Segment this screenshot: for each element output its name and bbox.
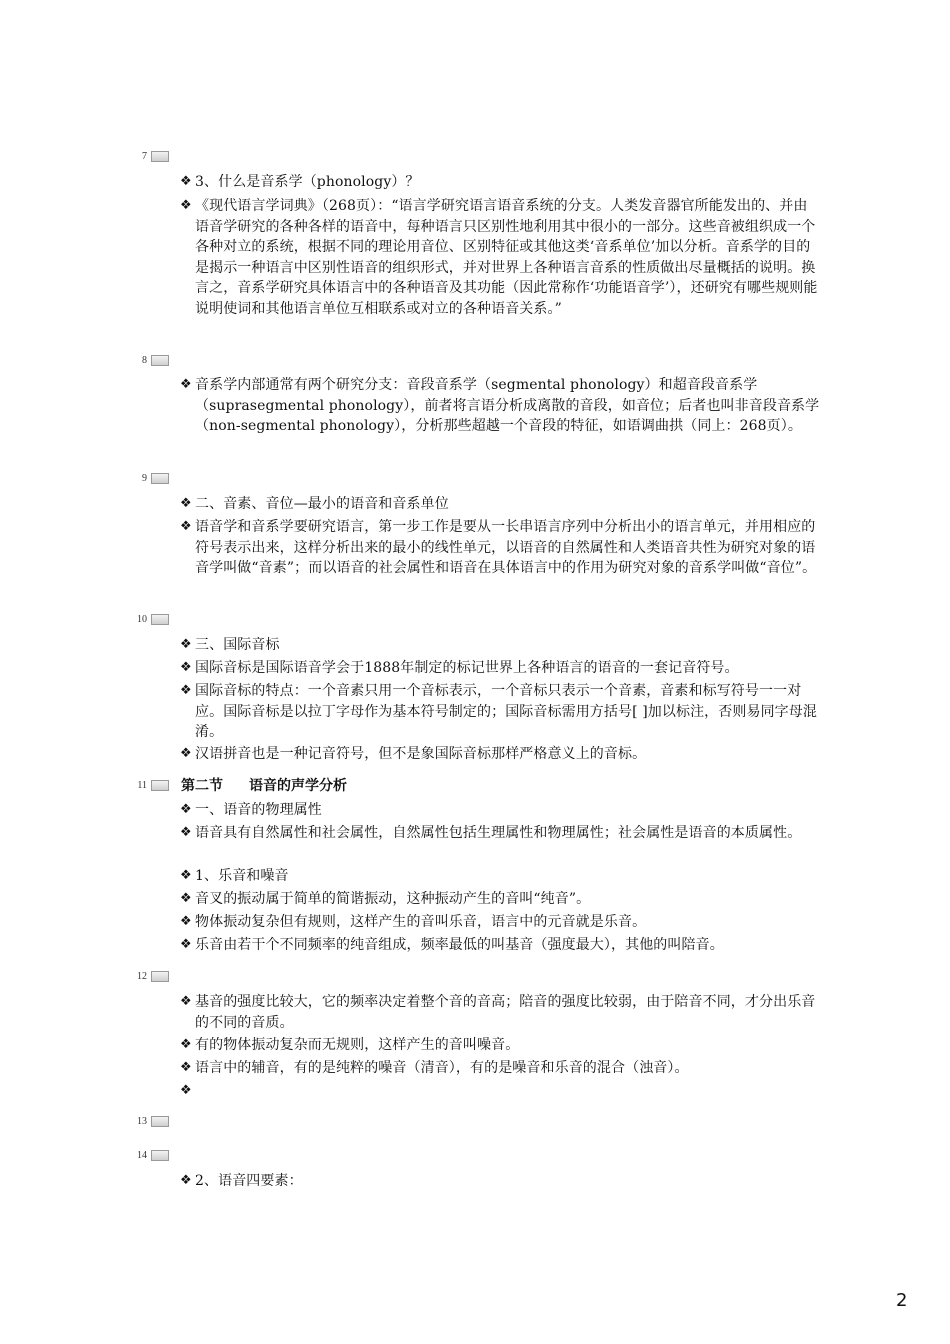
slide-thumbnail-icon[interactable] — [151, 971, 169, 982]
slide-thumbnail-icon[interactable] — [151, 1116, 169, 1127]
slide-number: 9 — [142, 473, 147, 484]
list-item: ❖ 乐音由若干个不同频率的纯音组成，频率最低的叫基音（强度最大），其他的叫陪音。 — [180, 937, 724, 953]
list-item: ❖ 3、什么是音系学（phonology）？ — [180, 174, 420, 190]
list-item: ❖ 基音的强度比较大，它的频率决定着整个音的音高；陪音的强度比较弱，由于陪音不同，才分出乐音的不同的音质。 — [180, 994, 816, 1031]
section-heading: 第二节 语音的声学分析 — [181, 778, 347, 794]
slide-marker-12[interactable] — [132, 970, 172, 986]
slide-number: 11 — [137, 780, 147, 791]
list-item: ❖ 语音具有自然属性和社会属性，自然属性包括生理属性和物理属性；社会属性是语音的本质属性。 — [180, 825, 802, 841]
list-item: ❖ 语音学和音系学要研究语言，第一步工作是要从一长串语言序列中分析出小的语言单元，并用相应的符号表示出来，这样分析出来的最小的线性单元，以语音的自然属性和人类语音共性为研究对象的语音学叫做“音素”；而以语音的社会属性和语音在具体语言中的作用为研究对象的音系学叫做“音位”。 — [180, 519, 817, 576]
list-item: ❖ 汉语拼音也是一种记音符号，但不是象国际音标那样严格意义上的音标。 — [180, 746, 647, 762]
slide-marker-11[interactable] — [132, 779, 172, 795]
slide-thumbnail-icon[interactable] — [151, 473, 169, 484]
list-item: ❖ 二、音素、音位—最小的语音和音系单位 — [180, 496, 449, 512]
list-item: ❖ 2、语音四要素： — [180, 1173, 303, 1189]
list-item: ❖ 国际音标的特点：一个音素只用一个音标表示，一个音标只表示一个音素，音素和标写符号一一对应。国际音标是以拉丁字母作为基本符号制定的；国际音标需用方括号[ ]加以标注，否则易同字母混淆。 — [180, 683, 817, 740]
slide-thumbnail-icon[interactable] — [151, 780, 169, 791]
slide-thumbnail-icon[interactable] — [151, 614, 169, 625]
slide-number: 14 — [137, 1150, 147, 1161]
list-item: ❖ 物体振动复杂但有规则，这样产生的音叫乐音，语言中的元音就是乐音。 — [180, 914, 647, 930]
slide-marker-7[interactable] — [132, 150, 172, 166]
slide-thumbnail-icon[interactable] — [151, 1150, 169, 1161]
list-item: ❖ 一、语音的物理属性 — [180, 802, 322, 818]
list-item: ❖ 音叉的振动属于简单的简谐振动，这种振动产生的音叫“纯音”。 — [180, 891, 591, 907]
slide-number: 13 — [137, 1116, 147, 1127]
page-number: 2 — [896, 1290, 908, 1311]
slide-marker-10[interactable] — [132, 613, 172, 629]
list-item: ❖ 1、乐音和噪音 — [180, 868, 289, 884]
slide-number: 7 — [142, 151, 147, 162]
slide-number: 12 — [137, 971, 147, 982]
list-item: ❖ 音系学内部通常有两个研究分支：音段音系学（segmental phonology）和超音段音系学（suprasegmental phonology），前者将言语分析成离散的音段，如音位；后者也叫非音段音系学（non-segmental phonology），分析那些超越一个音段的特征，如语调曲拱（同上：268页）。 — [180, 377, 820, 434]
slide-marker-9[interactable] — [132, 472, 172, 488]
slide-marker-13[interactable] — [132, 1115, 172, 1131]
slide-thumbnail-icon[interactable] — [151, 355, 169, 366]
list-item: ❖ 《现代语言学词典》（268页）：“语言学研究语言语音系统的分支。人类发音器官所能发出的、并由语音学研究的各种各样的语音中，每种语言只区别性地利用其中很小的一部分。这些音被组织成一个各种对立的系统，根据不同的理论用音位、区别特征或其他这类‘音系单位’加以分析。音系学的目的是揭示一种语言中区别性语音的组织形式，并对世界上各种语言音系的性质做出尽量概括的说明。换言之，音系学研究具体语言中的各种语音及其功能（因此常称作‘功能语音学’），还研究有哪些规则能说明使词和其他语言单位互相联系或对立的各种语音关系。” — [180, 198, 818, 317]
slide-number: 8 — [142, 355, 147, 366]
slide-marker-14[interactable] — [132, 1149, 172, 1165]
list-item: ❖ 语言中的辅音，有的是纯粹的噪音（清音），有的是噪音和乐音的混合（浊音）。 — [180, 1060, 689, 1076]
slide-number: 10 — [137, 614, 147, 625]
slide-marker-8[interactable] — [132, 354, 172, 370]
list-item: ❖ 三、国际音标 — [180, 637, 280, 653]
list-item: ❖ 有的物体振动复杂而无规则，这样产生的音叫噪音。 — [180, 1037, 520, 1053]
slide-thumbnail-icon[interactable] — [151, 151, 169, 162]
list-item: ❖ 国际音标是国际语音学会于1888年制定的标记世界上各种语言的语音的一套记音符号。 — [180, 660, 739, 676]
